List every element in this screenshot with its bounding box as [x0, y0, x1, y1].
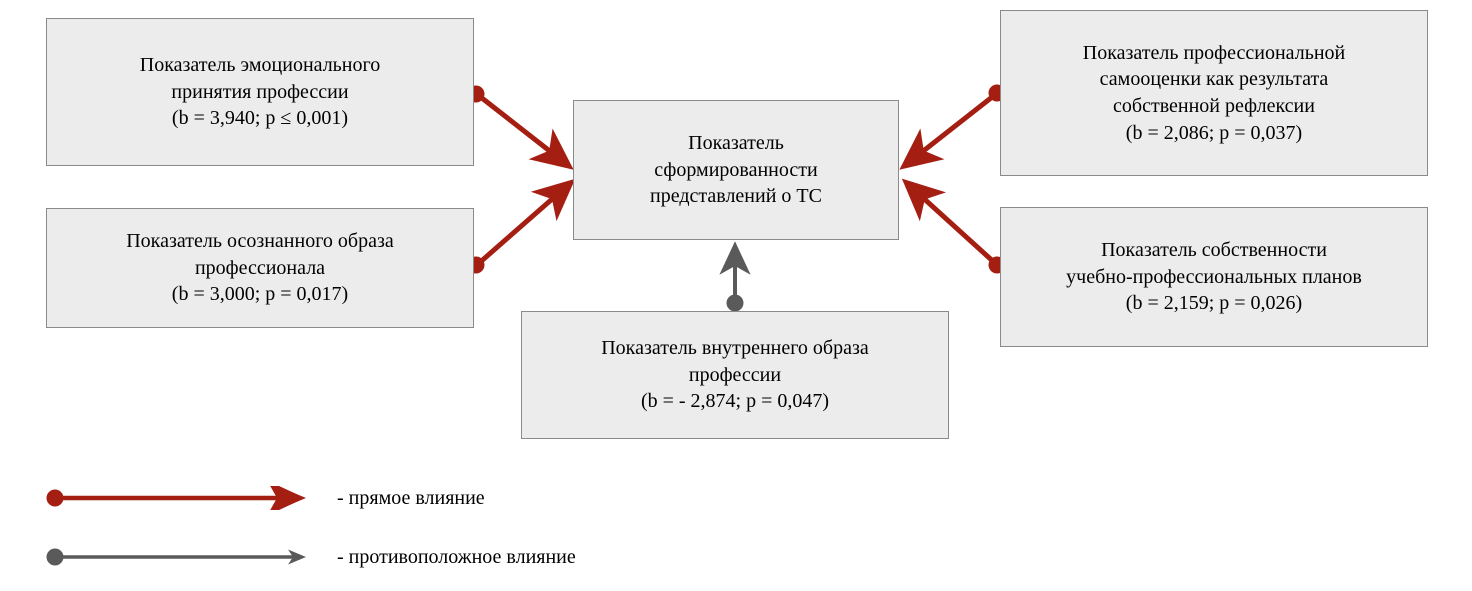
legend-direct-label: - прямое влияние: [337, 486, 485, 509]
arrow-emotional-to-center: [468, 86, 566, 164]
node-line: учебно-профессиональных планов: [1066, 265, 1362, 288]
legend-direct-influence: [40, 486, 485, 510]
arrow-internal-image-to-center: [727, 250, 744, 312]
arrow-plans-to-center: [910, 186, 1006, 274]
node-professional-self-esteem[interactable]: [1000, 10, 1428, 176]
node-line: Показатель: [688, 132, 784, 155]
arrow-self-esteem-to-center: [908, 85, 1006, 164]
legend-opposite-label: - противоположное влияние: [337, 545, 576, 568]
node-internal-profession-image[interactable]: [521, 311, 949, 439]
arrow-professional-image-to-center: [468, 186, 568, 274]
node-line: Показатель собственности: [1101, 239, 1327, 262]
node-line: (b = - 2,874; p = 0,047): [640, 390, 830, 413]
node-line: самооценки как результата: [1099, 68, 1329, 91]
node-line: собственной рефлексии: [1113, 95, 1315, 117]
node-line: Показатель осознанного образа: [126, 230, 394, 253]
node-line: Показатель эмоционального: [139, 54, 381, 77]
node-professional-image[interactable]: [46, 208, 474, 328]
node-line: представлений о ТС: [650, 185, 822, 208]
node-educational-professional-plans[interactable]: [1000, 207, 1428, 347]
node-line: (b = 2,159; p = 0,026): [1125, 292, 1303, 315]
node-line: (b = 3,000; p = 0,017): [171, 283, 349, 306]
node-line: Показатель внутреннего образа: [601, 337, 869, 360]
legend-opposite-influence: [40, 545, 576, 569]
node-emotional-acceptance[interactable]: [46, 18, 474, 166]
node-central-indicator[interactable]: [573, 100, 899, 240]
node-line: (b = 3,940; p ≤ 0,001): [171, 107, 349, 130]
legend-opposite-arrow-icon: [40, 545, 315, 569]
node-line: Показатель профессиональной: [1082, 41, 1346, 64]
node-line: принятия профессии: [171, 80, 349, 103]
node-line: профессии: [688, 363, 782, 386]
node-line: сформированности: [654, 158, 818, 181]
node-line: (b = 2,086; p = 0,037): [1125, 121, 1303, 144]
node-line: профессионала: [194, 256, 326, 279]
legend-direct-arrow-icon: [40, 486, 315, 510]
